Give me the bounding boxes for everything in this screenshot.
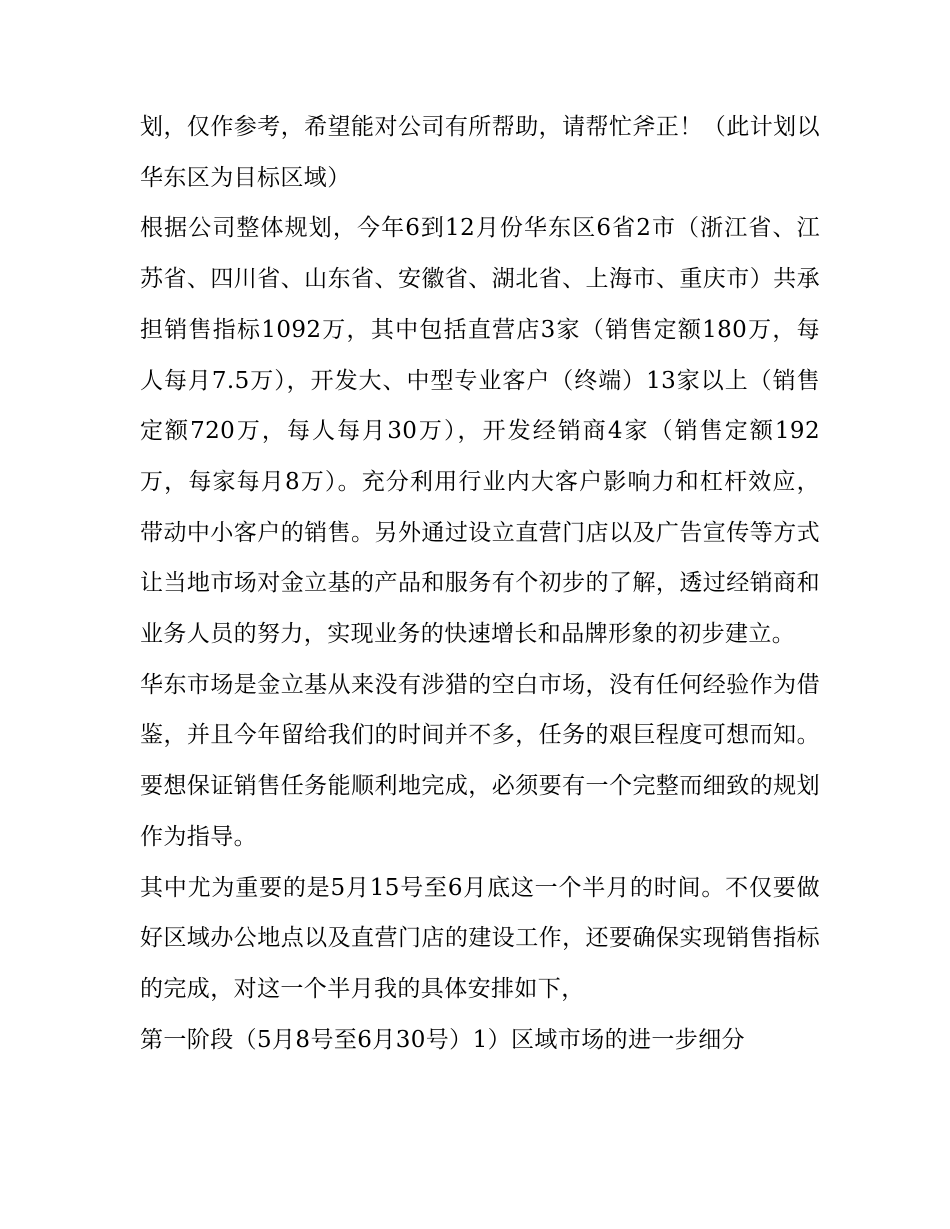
document-body <box>140 102 820 1065</box>
paragraph-schedule: 其中尤为重要的是5月15号至6月底这一个半月的时间。不仅要做好区域办公地点以及直营门店的建设工作，还要确保实现销售指标的完成，对这一个半月我的具体安排如下， <box>140 874 820 1002</box>
paragraph-phase-one: 第一阶段（5月8号至6月30号）1）区域市场的进一步细分 <box>140 1026 745 1053</box>
paragraph-intro: 划，仅作参考，希望能对公司有所帮助，请帮忙斧正！（此计划以华东区为目标区域） <box>140 114 820 191</box>
paragraph-sales-plan: 根据公司整体规划，今年6到12月份华东区6省2市（浙江省、江苏省、四川省、山东省、安徽省、湖北省、上海市、重庆市）共承担销售指标1092万，其中包括直营店3家（销售定额180万，每人每月7.5万），开发大、中型专业客户（终端）13家以上（销售定额720万，每人每月30万），开发经销商4家（销售定额192万，每家每月8万）。充分利用行业内大客户影响力和杠杆效应，带动中小客户的销售。另外通过设立直营门店以及广告宣传等方式让当地市场对金立基的产品和服务有个初步的了解，透过经销商和业务人员的努力，实现业务的快速增长和品牌形象的初步建立。 <box>140 215 820 648</box>
paragraph-market-analysis: 华东市场是金立基从来没有涉猎的空白市场，没有任何经验作为借鉴，并且今年留给我们的时间并不多，任务的艰巨程度可想而知。要想保证销售任务能顺利地完成，必须要有一个完整而细致的规划作为指导。 <box>140 671 820 850</box>
